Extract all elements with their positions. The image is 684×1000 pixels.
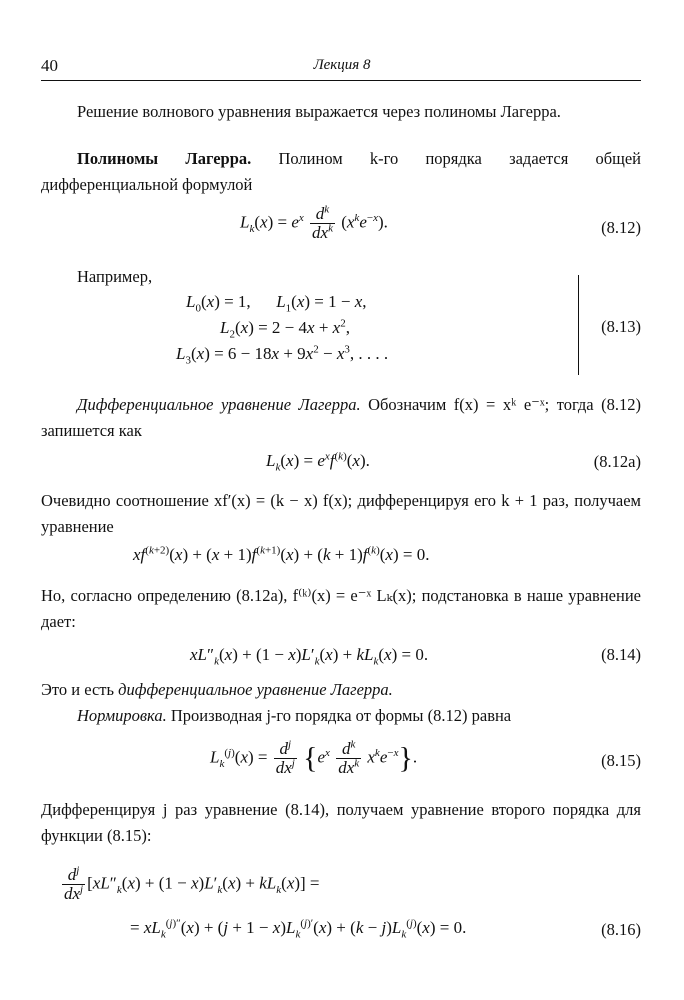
italic-heading: Дифференциальное уравнение Лагерра. — [77, 395, 361, 414]
header-rule — [41, 80, 641, 81]
equation-8-16-line2: = $xL_k^{(j)''}(x) + (j + 1 - x)L_k^{(j)'}(x) + (k - j)L_k^{(j)}(x) = 0$. — [130, 917, 467, 941]
equation-8-16-line1: $\frac{d^j}{dx^j}$ $[xL''_k(x) + (1 - x)L'_k(x) + kL_k(x)]$ = — [64, 864, 320, 903]
equation-8-15: $L_k^{(j)}(x)$ = $\frac{d^j}{dx^j}$ {$e^x$ $\frac{d^k}{dx^k}$ $x^ke^{-x}$}. — [210, 738, 418, 777]
running-title: Лекция 8 — [313, 57, 371, 73]
paragraph-normalization — [41, 703, 641, 729]
paragraph-text: Полином k-го порядка задается общей дифференциальной формулой — [41, 149, 641, 194]
equation-8-13-line2: $L_2(x) = 2 - 4x + x^2$, — [220, 317, 350, 341]
paragraph-text: Обозначим f(x) = xᵏ e⁻ˣ; тогда (8.12) запишется как — [41, 395, 642, 440]
paragraph-intro: Решение волнового уравнения выражается через полиномы Лагерра. — [77, 102, 561, 121]
equation-8-12a: $L_k(x) = e^xf^{(k)}(x)$. — [266, 450, 370, 474]
bold-heading: Полиномы Лагерра. — [77, 149, 252, 168]
margin-bar — [578, 275, 579, 375]
equation-number-8-12: (8.12) — [601, 218, 641, 237]
paragraph-second-order: Дифференцируя j раз уравнение (8.14), получаем уравнение второго порядка для функции (8.15): — [41, 800, 641, 845]
paragraph-conclusion — [41, 677, 641, 703]
equation-8-14: $xL''_k(x) + (1 - x)L'_k(x) + kL_k(x) = 0$. — [190, 645, 429, 668]
equation-differentiated: $xf^{(k+2)}(x) + (x + 1)f^{(k+1)}(x) + (k + 1)f^{(k)}(x) = 0$. — [133, 544, 430, 564]
paragraph-substitution: Но, согласно определению (8.12а), f⁽ᵏ⁾(x) = e⁻ˣ Lₖ(x); подстановка в наше уравнение дает: — [41, 586, 641, 631]
page-number: 40 — [41, 56, 58, 75]
example-label: Например, — [77, 267, 153, 286]
equation-number-8-14: (8.14) — [601, 645, 641, 664]
equation-8-12: $L_k(x) = e^x$ $\frac{d^k}{dx^k}$ $(x^ke^{-x})$. — [240, 203, 388, 242]
paragraph-text: Производная j-го порядка от формы (8.12) равна — [166, 706, 512, 725]
equation-number-8-16: (8.16) — [601, 920, 641, 939]
italic-heading: Нормировка. — [77, 706, 167, 725]
equation-8-13-line3: $L_3(x) = 6 - 18x + 9x^2 - x^3$, . . . . — [176, 343, 389, 367]
italic-term: дифференциальное уравнение Лагерра. — [118, 680, 393, 699]
paragraph-laguerre-polynomials — [41, 146, 641, 198]
paragraph-text: Это и есть — [41, 680, 119, 699]
equation-8-13-line1: $L_0(x) = 1$, $L_1(x) = 1 - x$, — [186, 292, 367, 315]
paragraph-laguerre-equation — [41, 392, 641, 444]
equation-number-8-12a: (8.12a) — [593, 452, 641, 471]
equation-number-8-13: (8.13) — [601, 317, 641, 336]
paragraph-relation: Очевидно соотношение xf′(x) = (k − x) f(x); дифференцируя его k + 1 раз, получаем уравнение — [41, 491, 641, 536]
equation-number-8-15: (8.15) — [601, 751, 641, 770]
